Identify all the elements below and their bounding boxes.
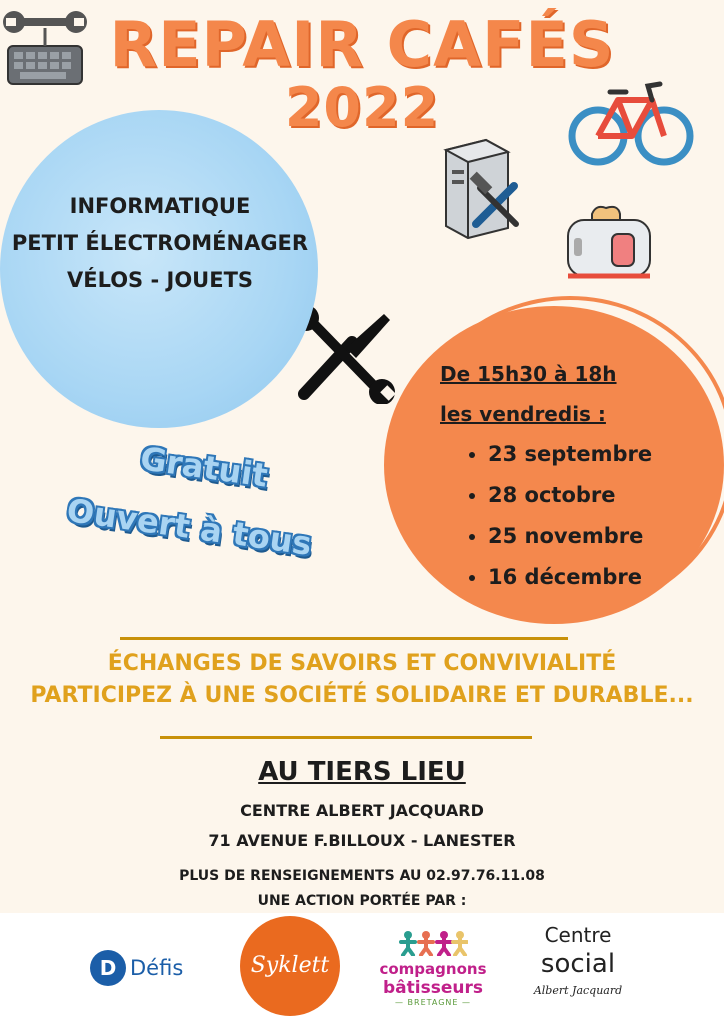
slogan — [0, 648, 724, 712]
bicycle-icon — [566, 78, 694, 168]
category-item: INFORMATIQUE — [69, 194, 251, 218]
computer-repair-icon — [440, 138, 524, 240]
venue-address-block — [0, 796, 724, 856]
venue-title: AU TIERS LIEU — [258, 757, 466, 787]
slogan-line: PARTICIPEZ À UNE SOCIÉTÉ SOLIDAIRE ET DURABLE... — [30, 683, 694, 708]
compagnons-line3: — BRETAGNE — — [394, 998, 472, 1007]
venue-address: 71 AVENUE F.BILLOUX - LANESTER — [208, 831, 516, 850]
venue-name: CENTRE ALBERT JACQUARD — [240, 801, 484, 820]
centre-social-logo — [528, 922, 628, 997]
free-label: Gratuit — [137, 439, 271, 495]
category-item: VÉLOS - JOUETS — [66, 268, 254, 292]
divider — [160, 736, 532, 739]
wrench-keyboard-icon — [2, 2, 88, 90]
schedule-block — [440, 354, 710, 598]
info-phone: PLUS DE RENSEIGNEMENTS AU 02.97.76.11.08 — [179, 868, 545, 884]
toaster-icon — [562, 204, 656, 288]
schedule-date: • 16 décembre — [488, 557, 710, 598]
action-label: UNE ACTION PORTÉE PAR : — [257, 893, 467, 909]
syklett-logo: Syklett — [240, 916, 340, 1016]
page-subtitle-year: 2022 — [284, 76, 440, 139]
schedule-date: • 23 septembre — [488, 434, 710, 475]
compagnons-batisseurs-logo — [378, 930, 488, 1007]
centre-social-line3: Albert Jacquard — [533, 984, 623, 997]
categories-list — [6, 188, 314, 299]
slogan-line: ÉCHANGES DE SAVOIRS ET CONVIVIALITÉ — [107, 651, 617, 676]
info-block — [0, 864, 724, 914]
defis-name: Défis — [130, 956, 184, 980]
centre-social-line2: social — [540, 949, 616, 979]
defis-logo — [90, 950, 183, 986]
schedule-dates — [440, 434, 710, 598]
schedule-hours: De 15h30 à 18h — [440, 362, 617, 386]
defis-badge: D — [90, 950, 126, 986]
centre-social-line1: Centre — [544, 923, 612, 947]
compagnons-line1: compagnons — [379, 960, 487, 978]
category-item: PETIT ÉLECTROMÉNAGER — [11, 231, 309, 255]
schedule-days-label: les vendredis : — [440, 402, 606, 426]
schedule-date: • 25 novembre — [488, 516, 710, 557]
compagnons-line2: bâtisseurs — [383, 978, 483, 998]
divider — [120, 637, 568, 640]
schedule-date: • 28 octobre — [488, 475, 710, 516]
people-icon — [398, 930, 468, 956]
open-to-all-label: Ouvert à tous — [64, 491, 315, 563]
page-title: REPAIR CAFÉS — [109, 8, 615, 81]
